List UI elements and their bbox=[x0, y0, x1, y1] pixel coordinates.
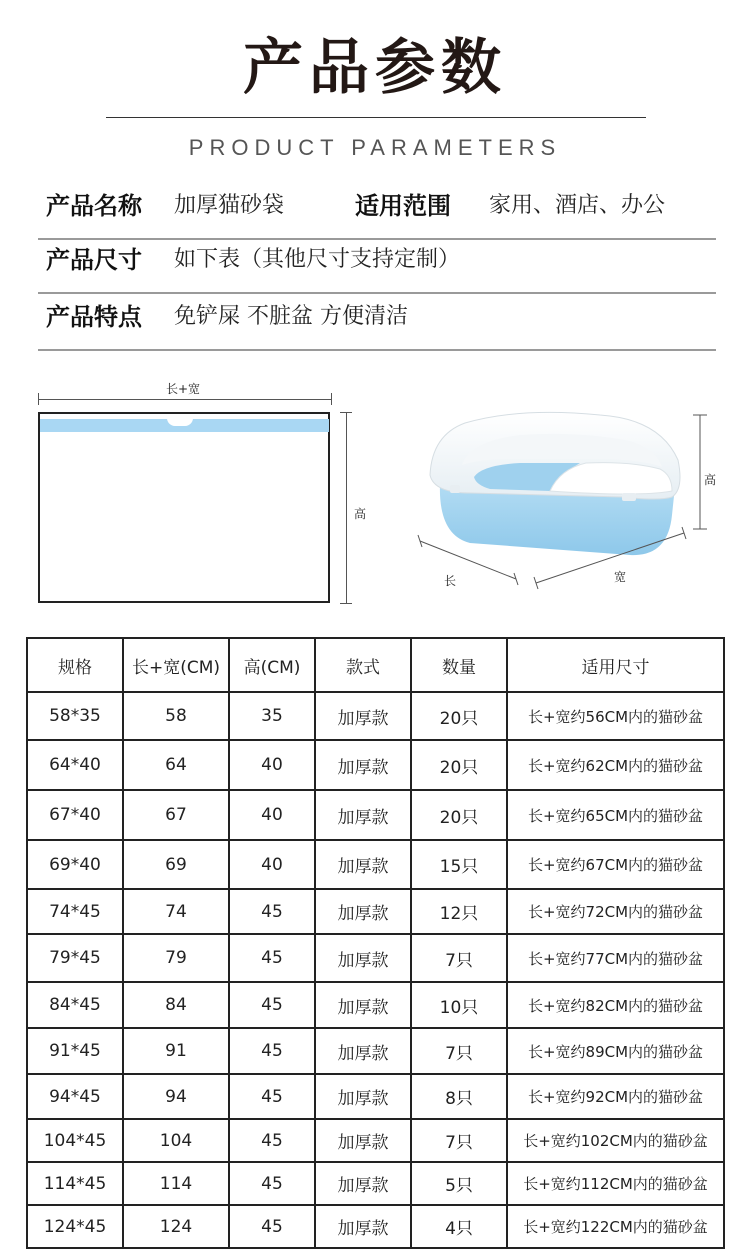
info-row-size bbox=[38, 238, 716, 294]
table-row bbox=[27, 740, 724, 790]
table-cell: 84 bbox=[123, 982, 229, 1028]
table-cell: 45 bbox=[229, 934, 315, 982]
table-header-cell: 规格 bbox=[27, 638, 123, 692]
table-cell: 长+宽约92CM内的猫砂盆 bbox=[507, 1074, 724, 1119]
table-cell: 58*35 bbox=[27, 692, 123, 740]
table-cell: 15只 bbox=[411, 840, 507, 889]
table-cell: 64 bbox=[123, 740, 229, 790]
table-cell: 45 bbox=[229, 1074, 315, 1119]
table-header-cell: 高(CM) bbox=[229, 638, 315, 692]
table-cell: 104*45 bbox=[27, 1119, 123, 1162]
spec-table-body bbox=[27, 692, 724, 1248]
bag-height-tick-bottom bbox=[340, 603, 352, 604]
table-cell: 114*45 bbox=[27, 1162, 123, 1205]
table-cell: 94*45 bbox=[27, 1074, 123, 1119]
table-cell: 长+宽约122CM内的猫砂盆 bbox=[507, 1205, 724, 1248]
table-cell: 加厚款 bbox=[315, 740, 411, 790]
table-cell: 79*45 bbox=[27, 934, 123, 982]
litter-box-image bbox=[410, 405, 730, 595]
table-cell: 7只 bbox=[411, 1119, 507, 1162]
table-row bbox=[27, 1028, 724, 1074]
page-title: 产品参数 bbox=[243, 33, 507, 103]
table-cell: 加厚款 bbox=[315, 1028, 411, 1074]
table-cell: 4只 bbox=[411, 1205, 507, 1248]
table-cell: 94 bbox=[123, 1074, 229, 1119]
table-cell: 40 bbox=[229, 790, 315, 840]
table-cell: 67 bbox=[123, 790, 229, 840]
table-row bbox=[27, 1119, 724, 1162]
table-cell: 79 bbox=[123, 934, 229, 982]
table-cell: 124*45 bbox=[27, 1205, 123, 1248]
table-cell: 长+宽约65CM内的猫砂盆 bbox=[507, 790, 724, 840]
table-cell: 长+宽约112CM内的猫砂盆 bbox=[507, 1162, 724, 1205]
table-cell: 长+宽约102CM内的猫砂盆 bbox=[507, 1119, 724, 1162]
table-cell: 加厚款 bbox=[315, 982, 411, 1028]
table-cell: 加厚款 bbox=[315, 1162, 411, 1205]
table-cell: 124 bbox=[123, 1205, 229, 1248]
bag-height-tick-top bbox=[340, 412, 352, 413]
table-cell: 40 bbox=[229, 740, 315, 790]
table-row bbox=[27, 840, 724, 889]
bag-width-dimension-line bbox=[38, 399, 332, 400]
product-name-value: 加厚猫砂袋 bbox=[174, 193, 285, 218]
product-size-label: 产品尺寸 bbox=[46, 246, 142, 274]
table-cell: 69 bbox=[123, 840, 229, 889]
product-size-value: 如下表（其他尺寸支持定制） bbox=[174, 247, 461, 272]
table-cell: 45 bbox=[229, 1119, 315, 1162]
table-cell: 加厚款 bbox=[315, 934, 411, 982]
info-row-feature bbox=[38, 295, 716, 351]
bag-width-tick-left bbox=[38, 393, 39, 405]
table-cell: 长+宽约56CM内的猫砂盆 bbox=[507, 692, 724, 740]
spec-table bbox=[26, 637, 725, 1249]
table-cell: 64*40 bbox=[27, 740, 123, 790]
table-cell: 20只 bbox=[411, 692, 507, 740]
table-cell: 7只 bbox=[411, 1028, 507, 1074]
table-cell: 长+宽约72CM内的猫砂盆 bbox=[507, 889, 724, 934]
table-cell: 45 bbox=[229, 889, 315, 934]
table-row bbox=[27, 934, 724, 982]
table-cell: 长+宽约82CM内的猫砂盆 bbox=[507, 982, 724, 1028]
table-cell: 加厚款 bbox=[315, 1119, 411, 1162]
table-cell: 74*45 bbox=[27, 889, 123, 934]
table-cell: 加厚款 bbox=[315, 692, 411, 740]
table-cell: 45 bbox=[229, 982, 315, 1028]
bag-height-label: 高 bbox=[354, 507, 367, 521]
table-row bbox=[27, 1074, 724, 1119]
table-cell: 58 bbox=[123, 692, 229, 740]
box-height-label: 高 bbox=[704, 473, 717, 487]
table-row bbox=[27, 1205, 724, 1248]
box-length-label: 长 bbox=[444, 574, 457, 588]
product-name-label: 产品名称 bbox=[46, 192, 142, 220]
table-cell: 104 bbox=[123, 1119, 229, 1162]
table-header-row bbox=[27, 638, 724, 692]
table-row bbox=[27, 982, 724, 1028]
table-cell: 5只 bbox=[411, 1162, 507, 1205]
table-cell: 长+宽约67CM内的猫砂盆 bbox=[507, 840, 724, 889]
table-cell: 加厚款 bbox=[315, 889, 411, 934]
bag-height-dimension-line bbox=[346, 412, 347, 604]
title-divider bbox=[106, 117, 646, 118]
bag-width-tick-right bbox=[331, 393, 332, 405]
table-cell: 长+宽约89CM内的猫砂盆 bbox=[507, 1028, 724, 1074]
bag-width-label: 长+宽 bbox=[166, 382, 201, 396]
table-row bbox=[27, 692, 724, 740]
table-cell: 20只 bbox=[411, 790, 507, 840]
table-row bbox=[27, 790, 724, 840]
table-row bbox=[27, 889, 724, 934]
box-handle-left bbox=[450, 485, 460, 493]
box-handle-right bbox=[622, 493, 636, 501]
table-cell: 10只 bbox=[411, 982, 507, 1028]
table-cell: 加厚款 bbox=[315, 1074, 411, 1119]
product-feature-label: 产品特点 bbox=[46, 303, 142, 331]
scope-label: 适用范围 bbox=[355, 192, 451, 220]
table-cell: 7只 bbox=[411, 934, 507, 982]
table-cell: 74 bbox=[123, 889, 229, 934]
bag-outline bbox=[38, 412, 330, 603]
table-cell: 35 bbox=[229, 692, 315, 740]
table-header-cell: 长+宽(CM) bbox=[123, 638, 229, 692]
table-cell: 长+宽约77CM内的猫砂盆 bbox=[507, 934, 724, 982]
table-cell: 12只 bbox=[411, 889, 507, 934]
table-cell: 45 bbox=[229, 1205, 315, 1248]
table-cell: 45 bbox=[229, 1162, 315, 1205]
page-subtitle: PRODUCT PARAMETERS bbox=[188, 135, 562, 160]
table-row bbox=[27, 1162, 724, 1205]
table-cell: 67*40 bbox=[27, 790, 123, 840]
product-feature-value: 免铲屎 不脏盆 方便清洁 bbox=[174, 304, 408, 329]
table-cell: 91 bbox=[123, 1028, 229, 1074]
table-cell: 加厚款 bbox=[315, 790, 411, 840]
table-cell: 69*40 bbox=[27, 840, 123, 889]
table-cell: 114 bbox=[123, 1162, 229, 1205]
table-header-cell: 数量 bbox=[411, 638, 507, 692]
table-cell: 84*45 bbox=[27, 982, 123, 1028]
table-cell: 20只 bbox=[411, 740, 507, 790]
table-cell: 40 bbox=[229, 840, 315, 889]
table-header-cell: 适用尺寸 bbox=[507, 638, 724, 692]
table-cell: 91*45 bbox=[27, 1028, 123, 1074]
table-cell: 加厚款 bbox=[315, 840, 411, 889]
table-cell: 加厚款 bbox=[315, 1205, 411, 1248]
box-length-dimension-line bbox=[420, 541, 516, 579]
info-row-name bbox=[38, 184, 716, 240]
table-cell: 45 bbox=[229, 1028, 315, 1074]
table-cell: 长+宽约62CM内的猫砂盆 bbox=[507, 740, 724, 790]
bag-notch bbox=[167, 418, 193, 426]
scope-value: 家用、酒店、办公 bbox=[489, 193, 666, 218]
box-width-label: 宽 bbox=[614, 570, 627, 584]
table-header-cell: 款式 bbox=[315, 638, 411, 692]
table-cell: 8只 bbox=[411, 1074, 507, 1119]
